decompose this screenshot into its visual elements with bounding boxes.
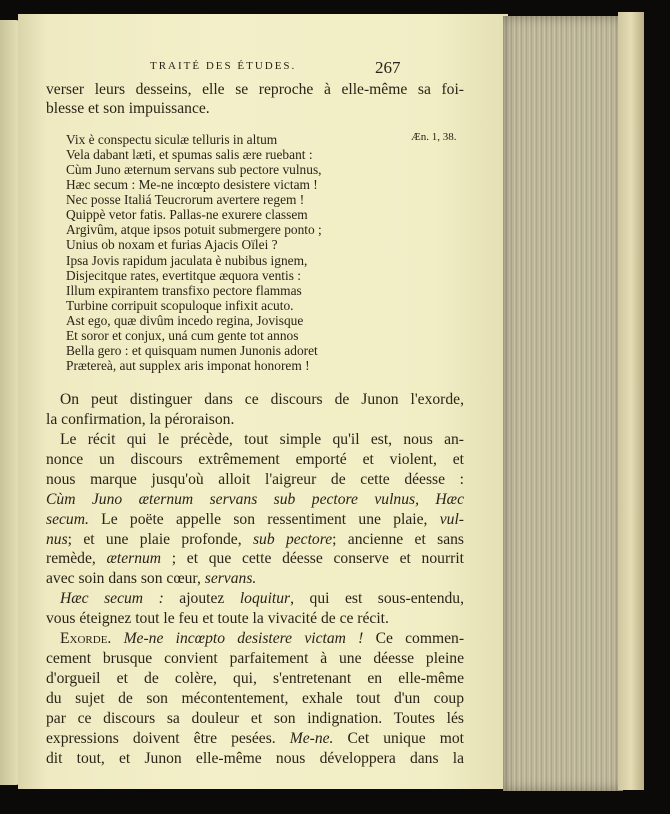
text-run: Le récit qui le précède, tout simple qu'il est, nous an- (60, 430, 464, 448)
text-line (46, 490, 464, 510)
text-line (46, 410, 464, 430)
text-run: dit tout, et Junon elle-même nous développera dans la (46, 749, 464, 767)
verse-line: Bella gero : et quisquam numen Junonis adoret (66, 342, 318, 358)
text-run: sub pectore (252, 530, 333, 548)
text-run: cement brusque convient parfaitement à une déesse pleine (46, 650, 464, 668)
text-run: loquitur (239, 590, 291, 608)
text-line (46, 80, 464, 100)
text-run: Cet unique mot (333, 729, 464, 747)
running-title: TRAITÉ DES ÉTUDES. (150, 60, 297, 72)
text-run: blesse et son impuissance. (46, 100, 210, 117)
text-line (46, 530, 464, 550)
text-line (46, 470, 464, 490)
text-run: vul- (439, 510, 464, 528)
text-run: nous marque jusqu'où alloit l'aigreur de cette déesse : (46, 470, 464, 488)
text-run: ajoutez (163, 590, 240, 608)
verse-line: Nec posse Italiá Teucrorum avertere regem ! (66, 192, 305, 208)
text-run: expressions doivent être pesées. (46, 729, 290, 747)
page-block-edges (503, 16, 623, 791)
text-run: Exorde. (60, 630, 112, 648)
text-line (46, 549, 464, 569)
text-line (46, 450, 464, 470)
text-run: ; et que cette déesse conserve et nourrit (161, 550, 464, 568)
verse-line: Illum expirantem transfixo pectore flammas (66, 282, 302, 298)
text-run (111, 630, 123, 647)
text-run: ; ancienne et sans (332, 530, 464, 548)
text-run: Ce commen- (363, 630, 465, 648)
verse-line: Prætereà, aut supplex aris imponat honorem ! (66, 358, 310, 374)
verse-line: Quippè vetor fatis. Pallas-ne exurere classem (66, 207, 308, 223)
previous-page-edge (0, 20, 20, 785)
text-line (46, 709, 464, 729)
text-run: ; et une plaie profonde, (67, 530, 253, 548)
text-run: avec soin dans son cœur, (46, 570, 205, 588)
text-line (46, 729, 464, 749)
text-run: Me-ne. (289, 729, 334, 747)
text-run: secum. (46, 510, 89, 528)
text-line (60, 430, 464, 450)
verse-line: Argivûm, atque ipsos potuit submergere ponto ; (66, 222, 322, 238)
text-run: d'orgueil et de colère, qui, s'entretenant en elle-même (46, 670, 464, 688)
verse-line: Disjecitque rates, evertitque æquora ventis : (66, 267, 302, 283)
page-number: 267 (375, 58, 401, 77)
text-line (46, 689, 464, 709)
text-run: Hæc secum : (60, 590, 164, 608)
text-line (60, 390, 464, 410)
text-run: Me-ne incœpto desistere victam ! (123, 630, 364, 648)
text-run: Cùm Juno æternum servans sub pectore vulnus, Hæc (46, 490, 464, 508)
text-line (46, 669, 464, 689)
text-line (60, 629, 464, 649)
verse-line: Ast ego, quæ divûm incedo regina, Jovisque (66, 312, 304, 328)
verse-line: Unius ob noxam et furias Ajacis Oïlei ? (66, 237, 278, 253)
verse-line: Et soror et conjux, uná cum gente tot annos (66, 327, 299, 343)
text-line (46, 649, 464, 669)
verse-line: Vela dabant læti, et spumas salis ære ruebant : (66, 147, 313, 163)
text-line (46, 569, 464, 589)
text-line (46, 99, 464, 119)
text-run: nus (46, 530, 68, 548)
text-run: par ce discours sa douleur et son indignation. Toutes lés (46, 709, 464, 727)
text-line (46, 749, 464, 769)
text-line (46, 609, 464, 629)
text-run: la confirmation, la péroraison. (46, 410, 235, 428)
text-run: remède, (46, 550, 107, 568)
book-cover-edge (618, 12, 644, 790)
text-run: vous éteignez tout le feu et toute la vivacité de ce récit. (46, 610, 389, 628)
text-line (60, 589, 464, 609)
text-run: , qui est sous-entendu, (290, 590, 464, 608)
verse-line: Vix è conspectu siculæ telluris in altum (66, 132, 278, 147)
verse-line: Turbine corripuit scopuloque infixit acuto. (66, 297, 294, 313)
verse-line: Cùm Juno æternum servans sub pectore vulnus, (66, 162, 322, 178)
margin-note: Æn. 1, 38. (411, 131, 457, 143)
verse-line: Hæc secum : Me-ne incœpto desistere victam ! (66, 177, 318, 193)
text-run: nonce un discours extrêmement emporté et violent, et (46, 450, 464, 468)
text-run: Le poëte appelle son ressentiment une plaie, (88, 510, 440, 528)
text-run: servans. (204, 570, 257, 588)
text-run: du sujet de son mécontentement, exhale tout d'un coup (46, 689, 464, 707)
text-run: On peut distinguer dans ce discours de Junon l'exorde, (60, 391, 464, 408)
text-run: æternum (106, 550, 162, 568)
text-line (46, 510, 464, 530)
text-run: verser leurs desseins, elle se reproche à elle-même sa foi- (46, 81, 464, 98)
verse-line: Ipsa Jovis rapidum jaculata è nubibus ignem, (66, 252, 308, 268)
